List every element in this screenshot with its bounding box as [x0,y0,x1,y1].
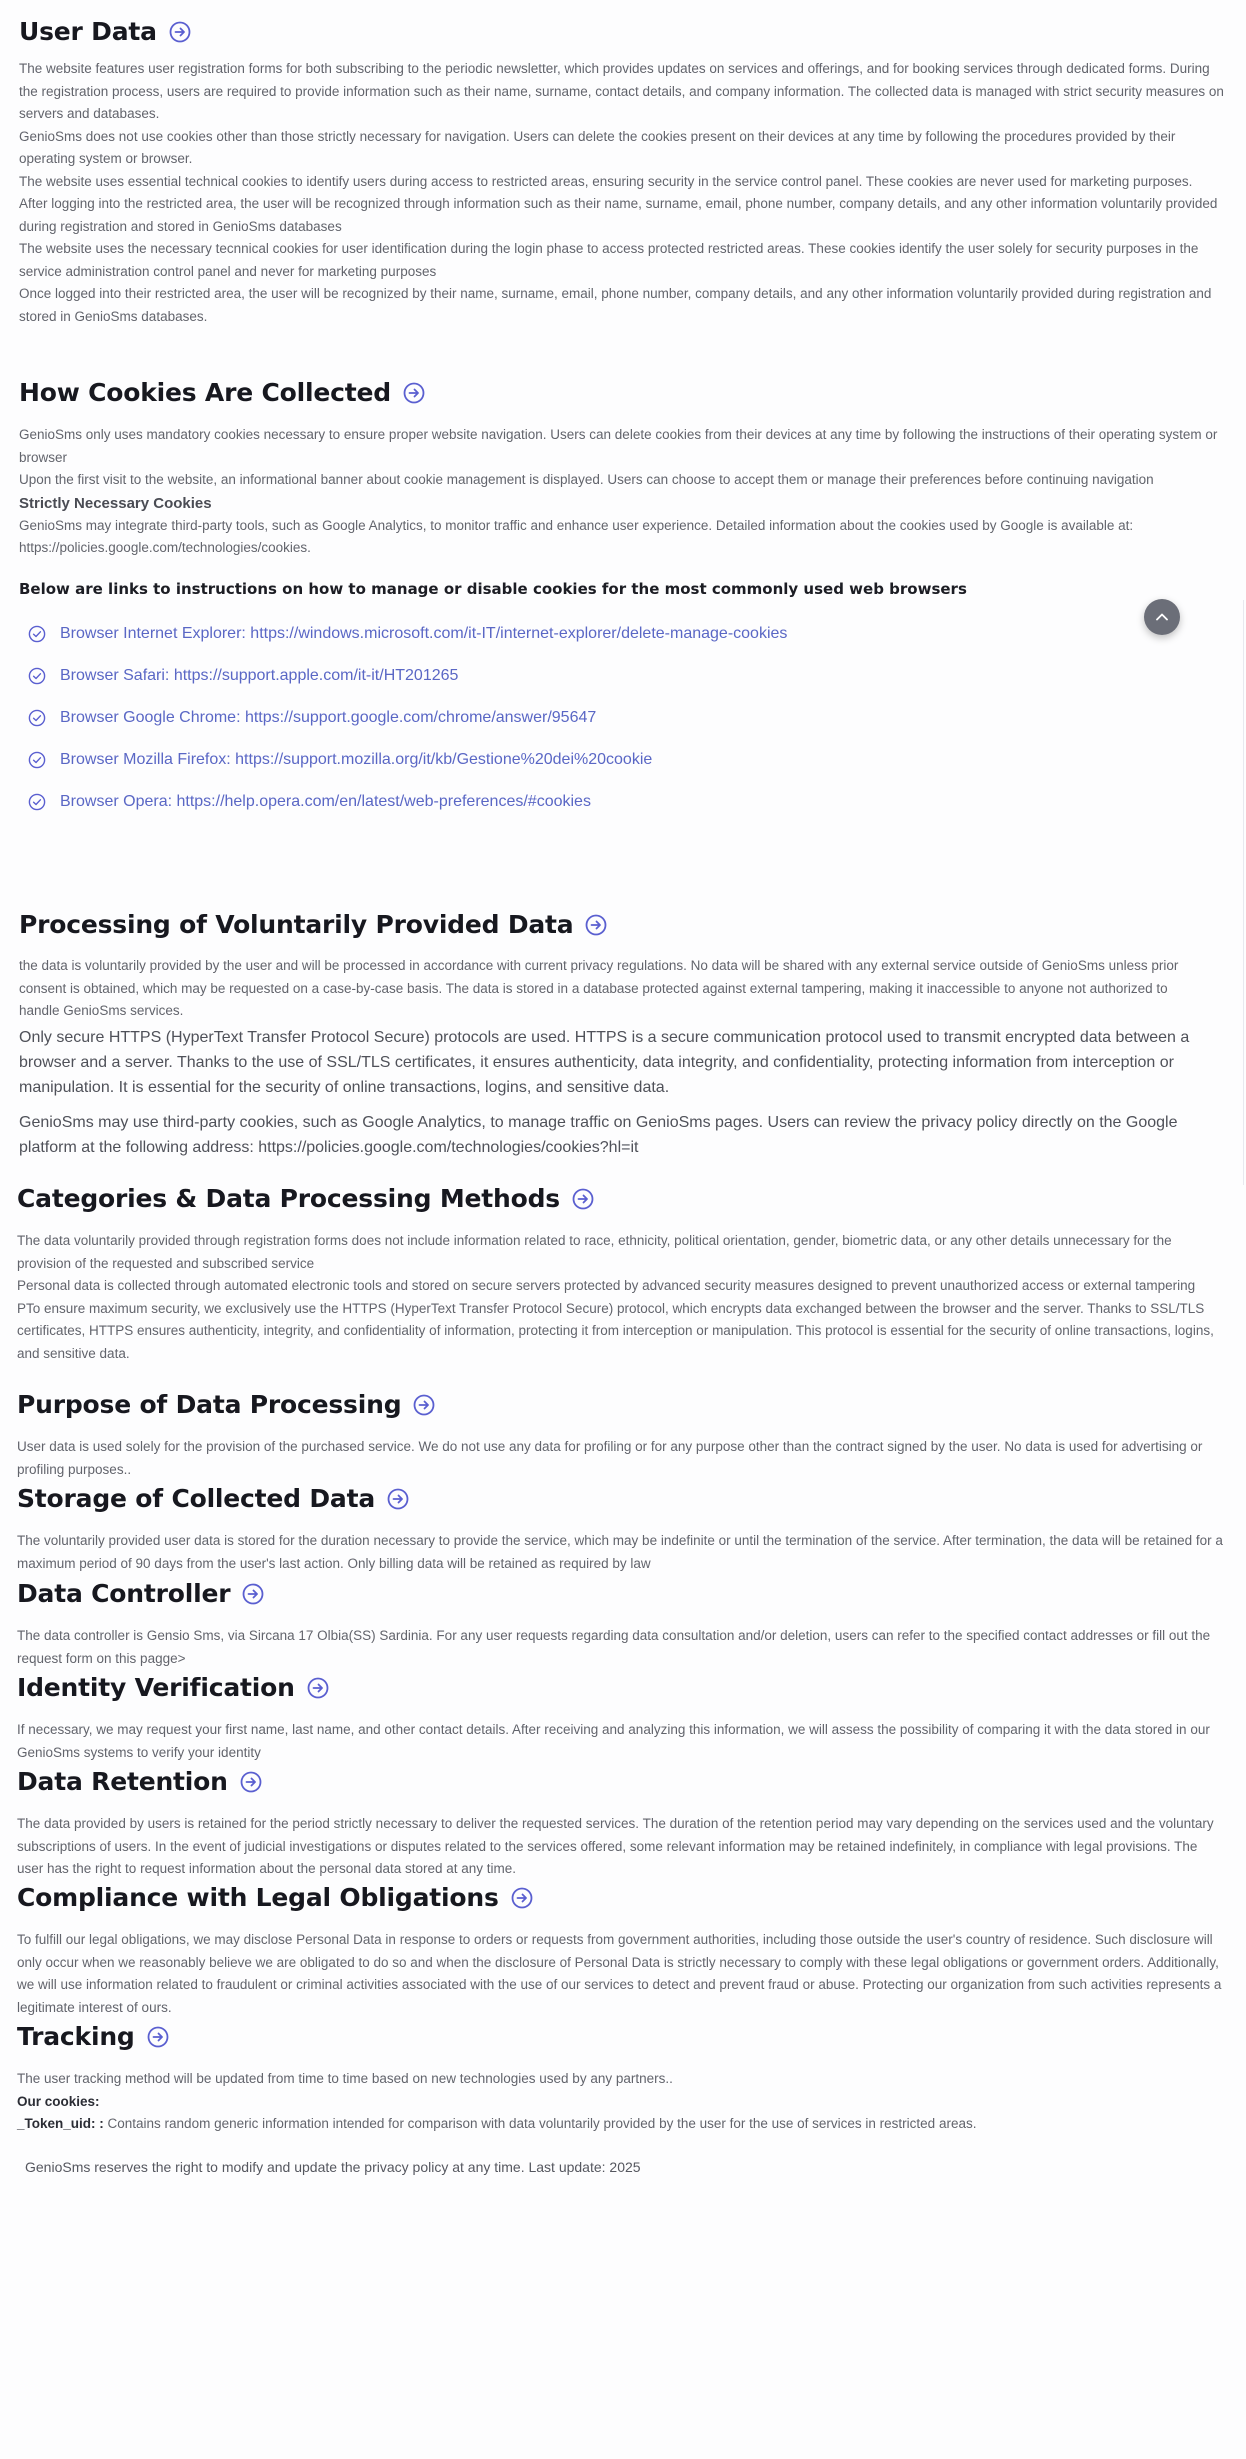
section-title: Data Controller [17,1579,231,1608]
paragraph: Personal data is collected through automated electronic tools and stored on secure servers protected by advanced security measures designed to prevent unauthorized access or external tampering [17,1278,1196,1293]
section-title: Identity Verification [17,1673,295,1702]
section-heading [17,1673,1227,1702]
token-row [17,2113,1227,2136]
list-item [28,739,1229,781]
paragraph: GenioSms only uses mandatory cookies necessary to ensure proper website navigation. Users can delete cookies from their devices at any time by following the instructions of their operating system or browser [19,427,1218,465]
paragraph: The website features user registration forms for both subscribing to the periodic newsletter, which provides updates on services and offerings, and for booking services through dedicated forms. During the registration process, users are required to provide information such as their name, surname, contact details, and company information. The collected data is managed with strict security measures on servers and databases. [19,61,1224,121]
paragraph: Only secure HTTPS (HyperText Transfer Protocol Secure) protocols are used. HTTPS is a secure communication protocol used to transmit encrypted data between a browser and a server. Thanks to the use of SSL/TLS certificates, it ensures authenticity, data integrity, and confidentiality, protecting information from interception or manipulation. It is essential for the security of online transactions, logins, and sensitive data. [19,1028,1190,1096]
arrow-right-circle-icon[interactable] [147,2026,169,2048]
paragraph: The website uses essential technical cookies to identify users during access to restricted areas, ensuring security in the service control panel. These cookies are never used for marketing purposes. [19,173,1193,189]
paragraph: The voluntarily provided user data is stored for the duration necessary to provide the service, which may be indefinite or until the termination of the service. After termination, the data will be retained for a maximum period of 90 days from the user's last action. Only billing data will be retained as required by law [17,1533,1223,1571]
paragraph: The data controller is Gensio Sms, via Sircana 17 Olbia(SS) Sardinia. For any user requests regarding data consultation and/or deletion, users can refer to the specified contact addresses or fill out the request form on this pagge> [17,1628,1211,1666]
section-heading [17,1579,1227,1608]
paragraph: The data provided by users is retained for the period strictly necessary to deliver the requested services. The duration of the retention period may vary depending on the services used and the voluntary subscriptions of users. In the event of judicial investigations or disputes related to the services offered, some relevant information may be retained indefinitely, in compliance with legal provisions. The user has the right to request information about the personal data stored at any time. [17,1816,1214,1876]
section-purpose [17,1390,1227,1481]
section-heading [17,1390,1227,1419]
arrow-right-circle-icon[interactable] [240,1771,262,1793]
section-title: Compliance with Legal Obligations [17,1883,499,1912]
section-processing [19,910,1229,1160]
scroll-top-button[interactable] [1144,599,1180,635]
section-title: Purpose of Data Processing [17,1390,402,1419]
list-item [28,781,1229,823]
arrow-right-circle-icon[interactable] [242,1583,264,1605]
check-circle-icon [28,751,46,769]
arrow-right-circle-icon[interactable] [585,914,607,936]
policy-footer: GenioSms reserves the right to modify and update the privacy policy at any time. Last update: 2025 [25,2158,641,2175]
section-title: Storage of Collected Data [17,1484,376,1513]
arrow-right-circle-icon[interactable] [511,1887,533,1909]
section-categories [17,1184,1227,1365]
section-user-data [19,17,1229,328]
paragraph: To fulfill our legal obligations, we may disclose Personal Data in response to orders or requests from government authorities, including those outside the user's country of residence. Such disclosure will only occur when we reasonably believe we are obligated to do so and when the disclosure of Personal Data is strictly necessary to comply with these legal obligations or government orders. Additionally, we will use information related to fraudulent or criminal activities associated with the use of our services to detect and prevent fraud or abuse. Protecting our organization from such activities represents a legitimate interest of ours. [17,1932,1222,2015]
section-heading [17,1767,1227,1796]
cookies-label: Our cookies: [17,2093,100,2109]
paragraph: GenioSms may integrate third-party tools, such as Google Analytics, to monitor traffic and enhance user experience. Detailed information about the cookies used by Google is available at: https://policies.google.com/technologies/cookies. [19,517,1134,555]
paragraph: Upon the first visit to the website, an informational banner about cookie management is displayed. Users can choose to accept them or manage their preferences before continuing navigation [19,472,1154,487]
section-compliance [17,1883,1227,2019]
section-cookies [19,378,1229,823]
section-heading [19,910,1229,939]
section-title: Data Retention [17,1767,228,1796]
browser-links-list [28,613,1229,823]
browser-link-opera[interactable]: Browser Opera: https://help.opera.com/en/latest/web-preferences/#cookies [60,792,591,810]
section-storage [17,1484,1227,1575]
section-title: Processing of Voluntarily Provided Data [19,910,574,939]
browser-link-ie[interactable]: Browser Internet Explorer: https://windows.microsoft.com/it-IT/internet-explorer/delete-manage-cookies [60,624,788,642]
paragraph: The data voluntarily provided through registration forms does not include information related to race, ethnicity, political orientation, gender, biometric data, or any other details unnecessary for the provision of the requested and subscribed service [17,1233,1172,1271]
section-controller [17,1579,1227,1670]
paragraph: If necessary, we may request your first name, last name, and other contact details. After receiving and analyzing this information, we will assess the possibility of comparing it with the data stored in our GenioSms systems to verify your identity [17,1722,1210,1760]
section-title: Categories & Data Processing Methods [17,1184,560,1213]
check-circle-icon [28,625,46,643]
section-heading [17,1883,1227,1912]
section-retention [17,1767,1227,1881]
section-title: Tracking [17,2022,135,2051]
links-intro: Below are links to instructions on how to manage or disable cookies for the most commonly used web browsers [19,579,967,598]
browser-link-firefox[interactable]: Browser Mozilla Firefox: https://support.mozilla.org/it/kb/Gestione%20dei%20cookie [60,750,653,768]
section-heading [17,2022,1227,2051]
section-heading [17,1184,1227,1213]
token-label: _Token_uid: : [17,2116,104,2131]
arrow-right-circle-icon[interactable] [572,1188,594,1210]
section-tracking [17,2022,1227,2178]
chevron-up-icon [1156,608,1168,626]
section-heading [19,378,1229,407]
subsection-title: Strictly Necessary Cookies [19,494,212,512]
list-item [28,697,1229,739]
section-title: User Data [19,17,157,46]
paragraph: GenioSms may use third-party cookies, such as Google Analytics, to manage traffic on GenioSms pages. Users can review the privacy policy directly on the Google platform at the following address: https://policies.google.com/technologies/cookies?hl=it [19,1113,1178,1156]
check-circle-icon [28,793,46,811]
section-identity [17,1673,1227,1764]
paragraph: The website uses the necessary tecnnical cookies for user identification during the login phase to access protected restricted areas. These cookies identify the user solely for security purposes in the service administration control panel and never for marketing purposes [19,241,1199,279]
token-description: Contains random generic information intended for comparison with data voluntarily provided by the user for the use of services in restricted areas. [103,2116,977,2131]
check-circle-icon [28,709,46,727]
arrow-right-circle-icon[interactable] [413,1394,435,1416]
section-title: How Cookies Are Collected [19,378,391,407]
paragraph: After logging into the restricted area, the user will be recognized through information such as their name, surname, email, phone number, company details, and any other information voluntarily provided during registration and stored in GenioSms databases [19,196,1218,234]
paragraph: Once logged into their restricted area, the user will be recognized by their name, surname, email, phone number, company details, and any other information voluntarily provided during registration and stored in GenioSms databases. [19,286,1212,324]
arrow-right-circle-icon[interactable] [169,21,191,43]
paragraph: PTo ensure maximum security, we exclusively use the HTTPS (HyperText Transfer Protocol Secure) protocol, which encrypts data exchanged between the browser and the server. Thanks to SSL/TLS certificates, HTTPS ensures authenticity, integrity, and confidentiality of information, protecting it from interception or manipulation. This protocol is essential for the security of online transactions, logins, and sensitive data. [17,1300,1214,1361]
list-item [28,613,1229,655]
scrollbar-divider [1243,600,1244,1185]
paragraph: the data is voluntarily provided by the user and will be processed in accordance with current privacy regulations. No data will be shared with any external service outside of GenioSms unless prior consent is obtained, which may be requested on a case-by-case basis. The data is stored in a database protected against external tampering, making it inaccessible to anyone not authorized to handle GenioSms services. [19,958,1179,1018]
paragraph: User data is used solely for the provision of the purchased service. We do not use any data for profiling or for any purpose other than the contract signed by the user. No data is used for advertising or profiling purposes.. [17,1439,1203,1477]
check-circle-icon [28,667,46,685]
arrow-right-circle-icon[interactable] [387,1488,409,1510]
paragraph: GenioSms does not use cookies other than those strictly necessary for navigation. Users can delete the cookies present on their devices at any time by following the procedures provided by their operating system or browser. [19,128,1176,166]
paragraph: The user tracking method will be updated from time to time based on new technologies used by any partners.. [17,2071,673,2086]
arrow-right-circle-icon[interactable] [307,1677,329,1699]
arrow-right-circle-icon[interactable] [403,382,425,404]
browser-link-chrome[interactable]: Browser Google Chrome: https://support.google.com/chrome/answer/95647 [60,708,597,726]
list-item [28,655,1229,697]
browser-link-safari[interactable]: Browser Safari: https://support.apple.com/it-it/HT201265 [60,666,459,684]
section-heading [19,17,1229,46]
section-heading [17,1484,1227,1513]
